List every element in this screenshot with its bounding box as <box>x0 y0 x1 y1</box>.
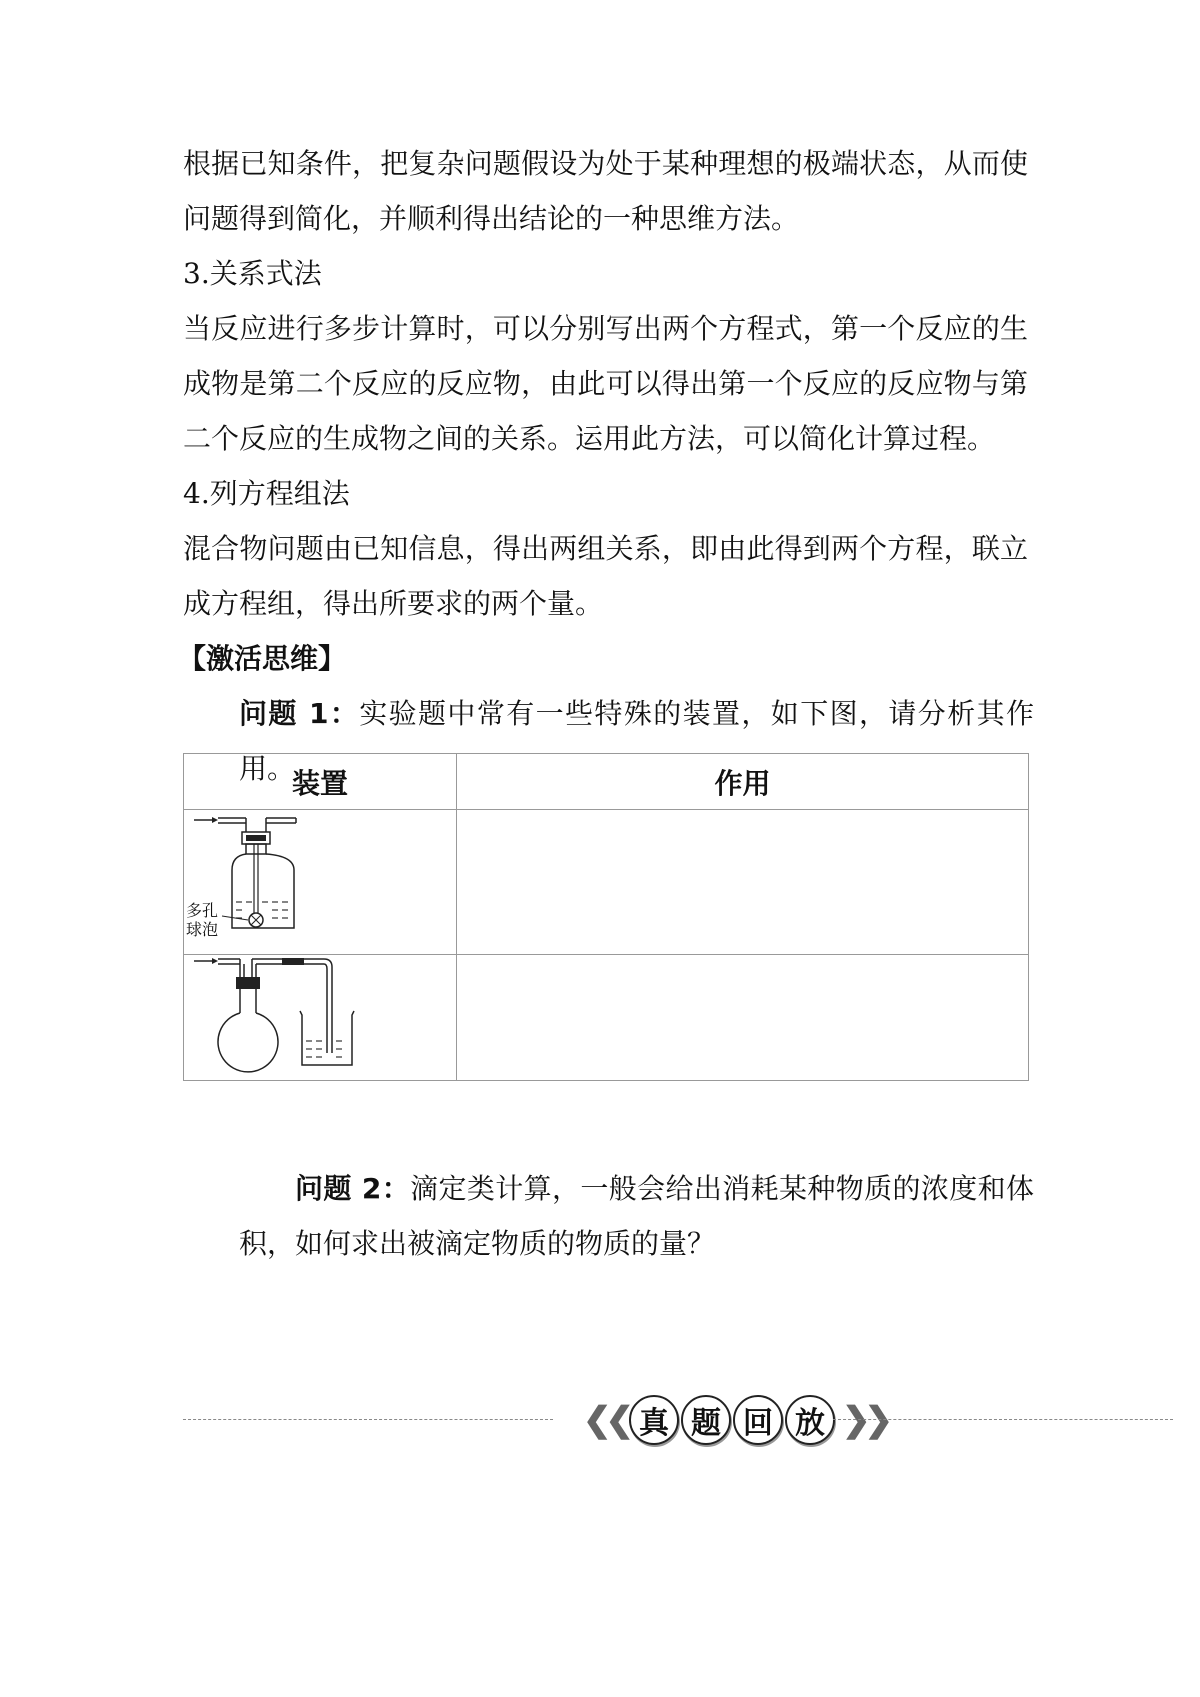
heading-equation-system-method: 4.列方程组法 <box>183 477 350 510</box>
header-function: 作用 <box>457 754 1029 810</box>
gas-washing-bottle-diagram <box>184 810 457 955</box>
apparatus-gas-washing-bottle-cell <box>184 810 457 955</box>
banner-line-right <box>833 1419 1173 1420</box>
flask-beaker-diagram <box>184 955 457 1081</box>
banner-title <box>583 1390 887 1450</box>
paragraph-equation-system-method: 混合物问题由已知信息，得出两组关系，即由此得到两个方程，联立成方程组，得出所要求的两个量。 <box>183 532 1028 620</box>
heading-relation-method: 3.关系式法 <box>183 257 322 290</box>
banner-char-1: 真 <box>629 1395 679 1445</box>
banner-arrow-left: ❮❮ <box>583 1400 628 1440</box>
banner-char-4: 放 <box>785 1395 835 1445</box>
activate-thinking-heading: 【激活思维】 <box>178 642 347 675</box>
function-cell-2 <box>457 955 1029 1081</box>
question-2 <box>239 1161 1034 1271</box>
porous-bulb-label-2: 球泡 <box>186 920 219 939</box>
banner-char-2: 题 <box>681 1395 731 1445</box>
header-apparatus: 装置 <box>184 754 457 810</box>
paragraph-extreme-method: 根据已知条件，把复杂问题假设为处于某种理想的极端状态，从而使问题得到简化，并顺利得出结论的一种思维方法。 <box>183 147 1028 235</box>
porous-bulb-label-1: 多孔 <box>186 901 219 920</box>
question-1-text: 实验题中常有一些特殊的装置，如下图，请分析其作用。 <box>239 697 1034 785</box>
banner-line-left <box>183 1419 553 1420</box>
paragraph-relation-method: 当反应进行多步计算时，可以分别写出两个方程式，第一个反应的生成物是第二个反应的反应物，由此可以得出第一个反应的反应物与第二个反应的生成物之间的关系。运用此方法，可以简化计算过程。 <box>183 312 1028 455</box>
question-2-label: 问题 2： <box>295 1172 411 1205</box>
apparatus-flask-beaker-cell <box>184 955 457 1081</box>
function-cell-1 <box>457 810 1029 955</box>
question-1-label: 问题 1： <box>239 697 360 730</box>
banner-char-3: 回 <box>733 1395 783 1445</box>
section-banner-review <box>183 1390 1173 1450</box>
apparatus-table <box>183 753 1029 1081</box>
banner-arrow-right: ❯❯ <box>841 1400 887 1440</box>
question-2-text: 滴定类计算，一般会给出消耗某种物质的浓度和体积，如何求出被滴定物质的物质的量？ <box>239 1172 1034 1260</box>
